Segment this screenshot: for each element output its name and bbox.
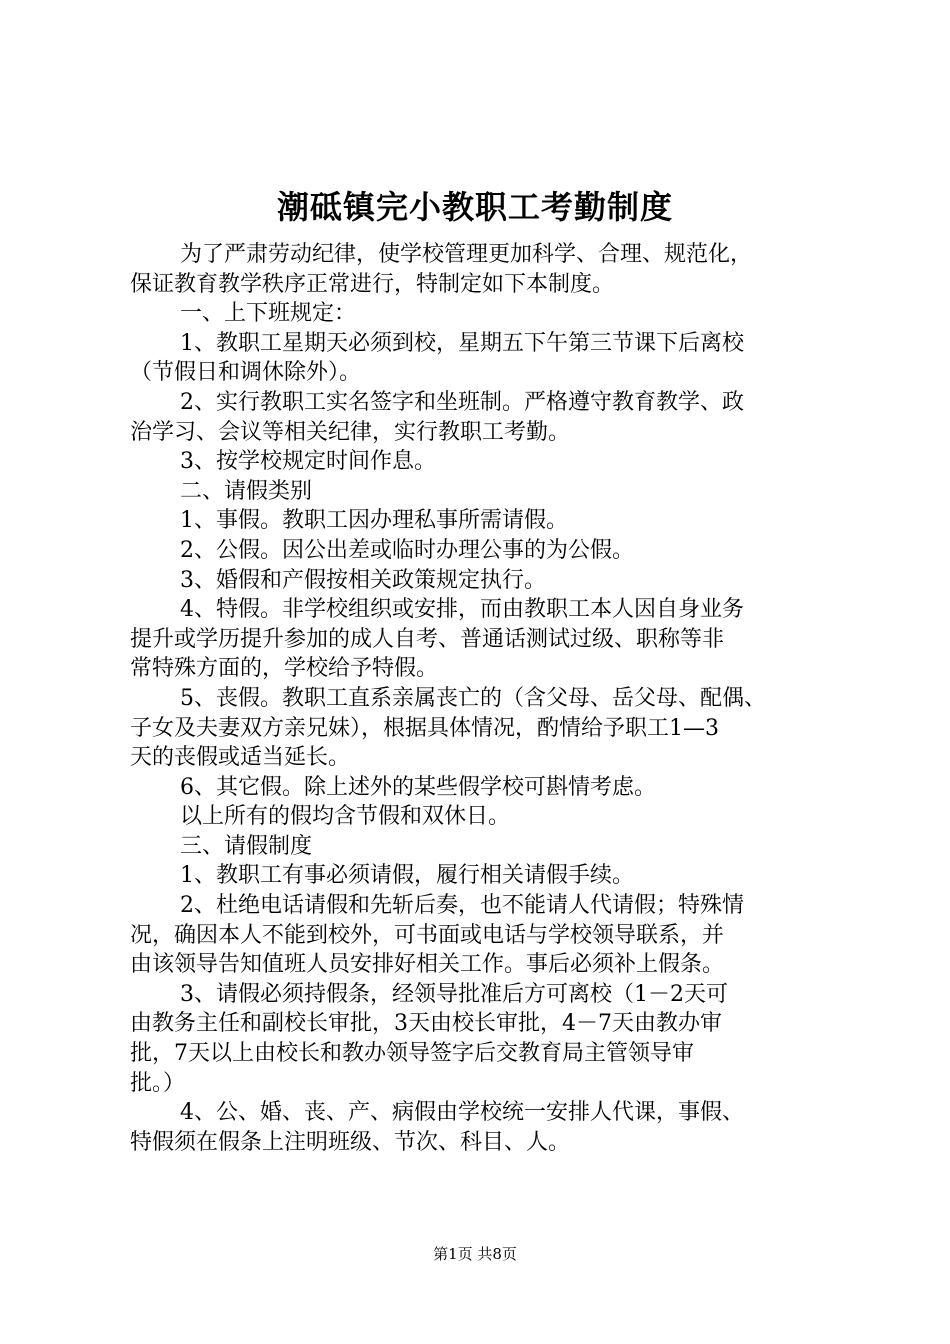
document-line: 一、上下班规定：: [180, 301, 357, 327]
document-line: 由该领导告知值班人员安排好相关工作。事后必须补上假条。: [130, 952, 725, 978]
document-line: 1、教职工星期天必须到校，星期五下午第三节课下后离校: [180, 330, 744, 356]
document-line: 1、教职工有事必须请假，履行相关请假手续。: [180, 863, 634, 889]
document-line: 5、丧假。教职工直系亲属丧亡的（含父母、岳父母、配偶、: [180, 685, 766, 711]
document-line: （节假日和调休除外）。: [130, 360, 362, 386]
document-line: 3、请假必须持假条，经领导批准后方可离校（1－2天可: [180, 981, 728, 1007]
document-line: 3、婚假和产假按相关政策规定执行。: [180, 567, 546, 593]
document-line: 由教务主任和副校长审批，3天由校长审批，4－7天由教办审: [130, 1011, 722, 1037]
document-line: 特假须在假条上注明班级、节次、科目、人。: [130, 1129, 571, 1155]
document-line: 治学习、会议等相关纪律，实行教职工考勤。: [130, 419, 571, 445]
document-line: 批。）: [130, 1070, 186, 1096]
document-line: 以上所有的假均含节假和双休日。: [180, 804, 511, 830]
document-line: 6、其它假。除上述外的某些假学校可斟情考虑。: [180, 774, 656, 800]
document-line: 4、公、婚、丧、产、病假由学校统一安排人代课，事假、: [180, 1100, 744, 1126]
document-line: 提升或学历提升参加的成人自考、普通话测试过级、职称等非: [130, 626, 725, 652]
document-line: 2、公假。因公出差或临时办理公事的为公假。: [180, 537, 634, 563]
document-title: 潮砥镇完小教职工考勤制度: [276, 188, 673, 226]
document-body: [130, 240, 835, 1157]
document-line: 4、特假。非学校组织或安排，而由教职工本人因自身业务: [180, 597, 744, 623]
page-footer: 第1页 共8页: [433, 1245, 517, 1263]
document-line: 批，7天以上由校长和教办领导签字后交教育局主管领导审: [130, 1041, 694, 1067]
document-line: 子女及夫妻双方亲兄妹），根据具体情况，酌情给予职工1—3: [130, 715, 719, 741]
document-line: 常特殊方面的，学校给予特假。: [130, 656, 439, 682]
document-line: 1、事假。教职工因办理私事所需请假。: [180, 508, 568, 534]
document-line: 2、实行教职工实名签字和坐班制。严格遵守教育教学、政: [180, 389, 744, 415]
document-line: 保证教育教学秩序正常进行，特制定如下本制度。: [130, 271, 615, 297]
document-line: 天的丧假或适当延长。: [130, 745, 351, 771]
document-line: 二、请假类别: [180, 478, 313, 504]
document-line: 为了严肃劳动纪律，使学校管理更加科学、合理、规范化，: [180, 242, 753, 267]
document-line: 3、按学校规定时间作息。: [180, 449, 436, 475]
document-line: 2、杜绝电话请假和先斩后奏，也不能请人代请假；特殊情: [180, 893, 744, 919]
document-line: 况，确因本人不能到校外，可书面或电话与学校领导联系，并: [130, 922, 725, 948]
document-line: 三、请假制度: [180, 833, 313, 859]
